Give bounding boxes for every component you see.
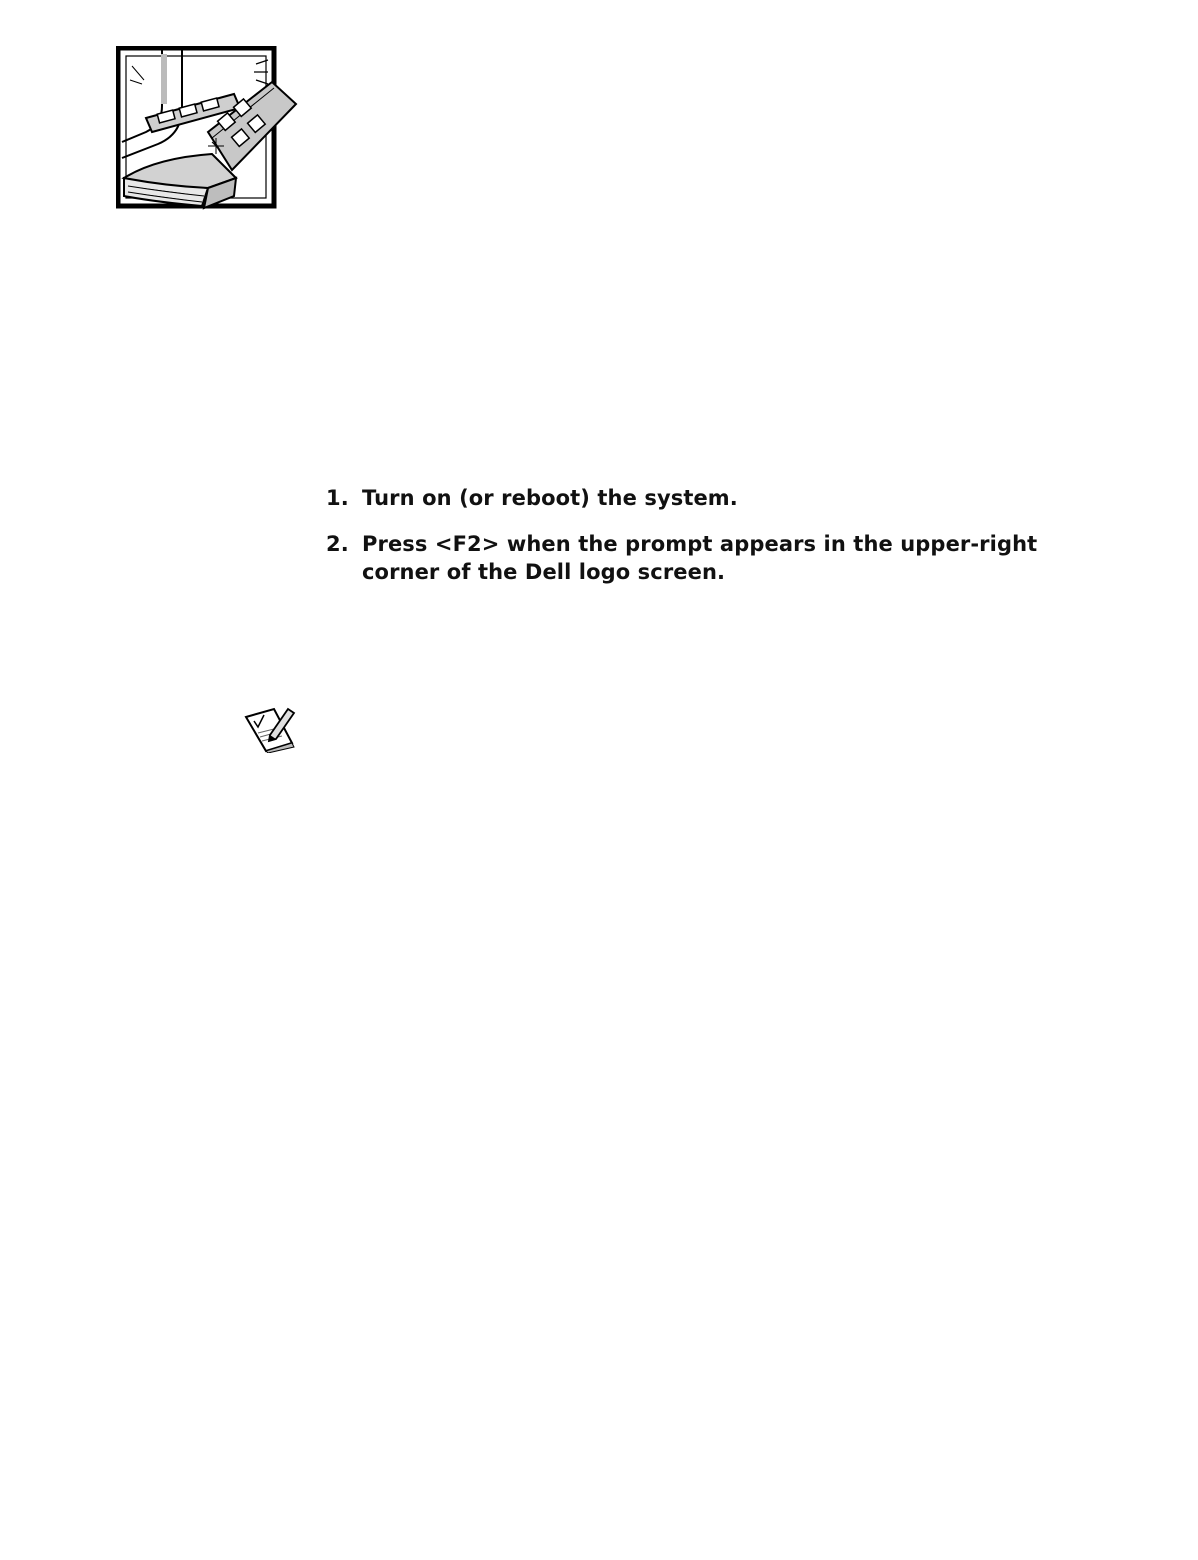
procedure-steps xyxy=(320,484,1110,604)
step-number: 2. xyxy=(326,532,349,556)
step-number: 1. xyxy=(326,486,349,510)
step-item xyxy=(320,484,1110,512)
step-item xyxy=(320,530,1110,586)
chapter-illustration-icon xyxy=(116,46,298,210)
step-text: Press <F2> when the prompt appears in the upper-right corner of the Dell logo screen. xyxy=(362,532,1038,584)
step-text: Turn on (or reboot) the system. xyxy=(362,486,738,510)
note-pencil-icon xyxy=(244,705,296,753)
